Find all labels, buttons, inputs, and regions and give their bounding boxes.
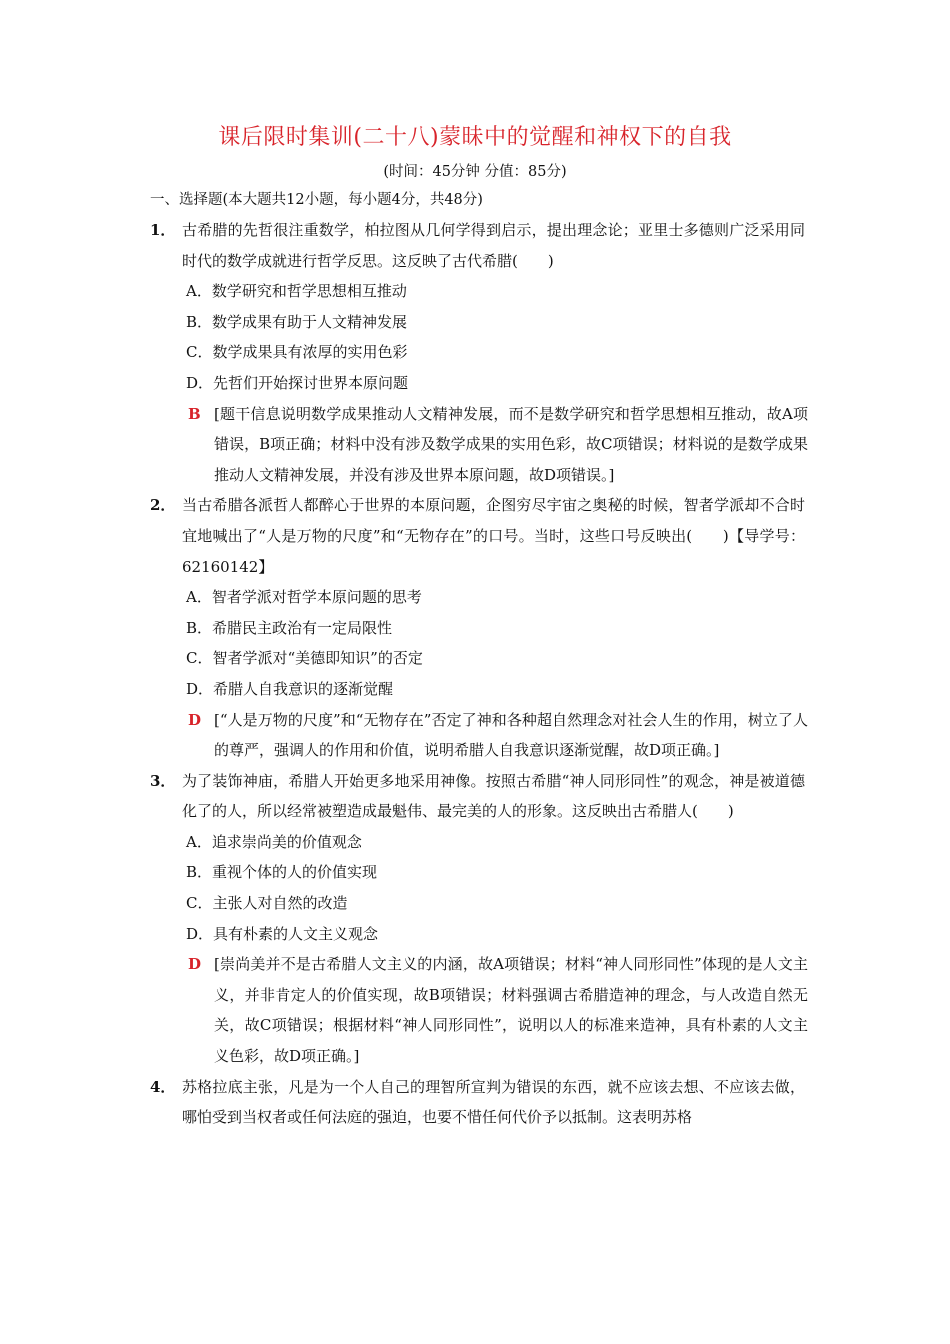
question-text: 苏格拉底主张，凡是为一个人自己的理智所宣判为错误的东西，就不应该去想、不应该去做，哪怕受到当权者或任何法庭的强迫，也要不惜任何代价予以抵制。这表明苏格 (182, 1077, 805, 1127)
option-a[interactable]: A．数学研究和哲学思想相互推动 (186, 282, 407, 301)
explanation-text: [题干信息说明数学成果推动人文精神发展，而不是数学研究和哲学思想相互推动，故A项错误，B项正确；材料中没有涉及数学成果的实用色彩，故C项错误；材料说的是数学成果推动人文精神发展，并没有涉及世界本原问题，故D项错误。] (214, 404, 808, 484)
option-c[interactable]: C．主张人对自然的改造 (186, 894, 348, 913)
option-b[interactable]: B．希腊民主政治有一定局限性 (186, 618, 393, 637)
option-c[interactable]: C．数学成果具有浓厚的实用色彩 (186, 343, 408, 362)
option-d[interactable]: D．先哲们开始探讨世界本原问题 (186, 373, 409, 392)
question-stem (150, 215, 805, 276)
option-c[interactable]: C．智者学派对“美德即知识”的否定 (186, 649, 423, 668)
section-heading: 一、选择题(本大题共12小题，每小题4分，共48分) (150, 192, 483, 208)
answer-explanation (188, 399, 808, 491)
question-stem (150, 1072, 805, 1133)
option-d[interactable]: D．希腊人自我意识的逐渐觉醒 (186, 679, 394, 698)
question-4 (0, 1072, 950, 1133)
question-text: 古希腊的先哲很注重数学，柏拉图从几何学得到启示，提出理念论；亚里士多德则广泛采用同时代的数学成就进行哲学反思。这反映了古代希腊( ) (182, 221, 805, 270)
option-b[interactable]: B．数学成果有助于人文精神发展 (186, 312, 408, 331)
answer-explanation (188, 705, 808, 766)
answer-letter: D (188, 710, 202, 729)
question-stem (150, 490, 805, 582)
answer-letter: D (188, 955, 202, 974)
question-list (0, 215, 950, 1133)
explanation-text: [“人是万物的尺度”和“无物存在”否定了神和各种超自然理念对社会人生的作用，树立了人的尊严，强调人的作用和价值，说明希腊人自我意识逐渐觉醒，故D项正确。] (214, 710, 808, 760)
question-number: 2． (150, 496, 176, 515)
option-b[interactable]: B．重视个体的人的价值实现 (186, 863, 378, 882)
option-d[interactable]: D．具有朴素的人文主义观念 (186, 924, 379, 943)
exam-meta: (时间：45分钟 分值：85分) (383, 164, 567, 180)
answer-explanation (188, 949, 808, 1071)
question-text: 当古希腊各派哲人都醉心于世界的本原问题，企图穷尽宇宙之奥秘的时候，智者学派却不合时宜地喊出了“人是万物的尺度”和“无物存在”的口号。当时，这些口号反映出( )【导学号：62160142】 (182, 496, 805, 576)
question-2 (0, 490, 950, 765)
question-3 (0, 766, 950, 1072)
explanation-text: [崇尚美并不是古希腊人文主义的内涵，故A项错误；材料“神人同形同性”体现的是人文主义，并非肯定人的价值实现，故B项错误；材料强调古希腊造神的理念，与人改造自然无关，故C项错误；根据材料“神人同形同性”，说明以人的标准来造神，具有朴素的人文主义色彩，故D项正确。] (214, 955, 808, 1066)
question-number: 1． (150, 221, 176, 239)
answer-letter: B (188, 404, 201, 423)
question-text: 为了装饰神庙，希腊人开始更多地采用神像。按照古希腊“神人同形同性”的观念，神是被道德化了的人，所以经常被塑造成最魁伟、最完美的人的形象。这反映出古希腊人( ) (182, 771, 805, 821)
option-a[interactable]: A．追求崇尚美的价值观念 (186, 832, 362, 851)
question-number: 3． (150, 771, 176, 790)
question-1 (0, 215, 950, 490)
question-stem (150, 766, 805, 827)
option-a[interactable]: A．智者学派对哲学本原问题的思考 (186, 588, 422, 607)
question-number: 4． (150, 1077, 176, 1096)
page-title: 课后限时集训(二十八)蒙昧中的觉醒和神权下的自我 (218, 125, 732, 150)
